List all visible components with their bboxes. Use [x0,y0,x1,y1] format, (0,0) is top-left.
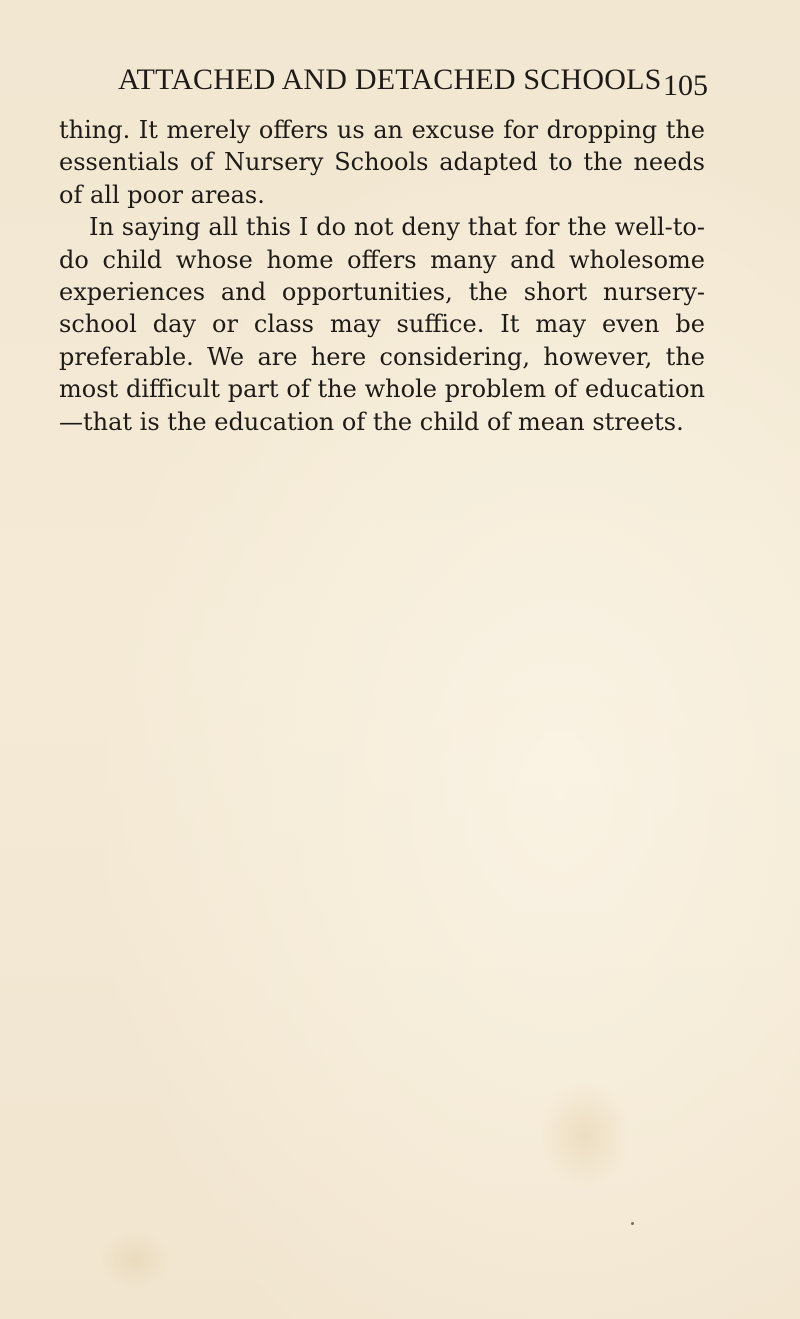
page-header [118,58,712,102]
paragraph-continuation: thing. It merely offers us an excuse for dropping the essentials of Nursery Schools adapted to the needs of all poor areas. [59,116,705,209]
running-head: ATTACHED AND DETACHED SCHOOLS [118,63,662,96]
body-text [59,114,705,438]
page-number: 105 [663,69,708,102]
paper-stain [100,1230,170,1290]
paper-speck [631,1222,634,1225]
paper-stain [540,1080,630,1190]
paragraph: In saying all this I do not deny that for the well-to-do child whose home offers many and wholesome experiences and opportunities, the short nursery-school day or class may suffice. It may even be preferable. We are here considering, however, the most difficult part of the whole problem of education—that is the education of the child of mean streets. [59,213,705,436]
